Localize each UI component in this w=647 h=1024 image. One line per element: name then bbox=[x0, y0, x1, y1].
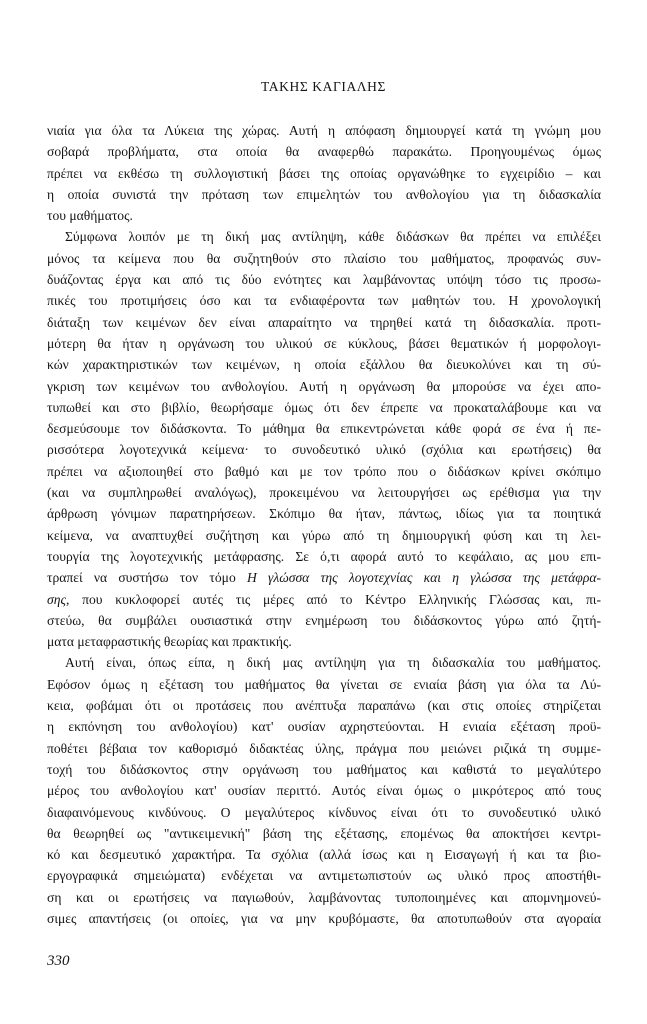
page-number: 330 bbox=[47, 953, 70, 969]
text-line bbox=[47, 567, 601, 588]
text-line: Εφόσον όμως η εξέταση του μαθήματος θα γίνεται σε ενιαία βάση για όλα τα Λύ- bbox=[47, 676, 601, 692]
text-line: κό και δεσμευτικό χαρακτήρα. Τα σχόλια (αλλά ίσως και η Εισαγωγή ή και τα βιο- bbox=[47, 847, 601, 863]
text-line: σιμες απαντήσεις (οι οποίες, για να μην κρυβόμαστε, θα αποτυπωθούν στα αγοραία bbox=[47, 910, 601, 926]
text-line: θα θεωρηθεί ως "αντικειμενική" βάση της εξέτασης, επομένως θα αποκτήσει κεντρι- bbox=[47, 825, 601, 841]
italic-title: σης bbox=[47, 591, 66, 607]
text-line: διαφαινόμενους κινδύνους. Ο μεγαλύτερος κίνδυνος είναι ότι το συνοδευτικό υλικό bbox=[47, 804, 601, 820]
text-line: τυπωθεί και στο βιβλίο, θεωρήσαμε όμως ότι δεν έπρεπε να προκαταλάβουμε και να bbox=[47, 399, 601, 415]
running-header: ΤΑΚΗΣ ΚΑΓΙΑΛΗΣ bbox=[261, 79, 386, 94]
text-line bbox=[47, 589, 601, 610]
italic-title: Η γλώσσα της λογοτεχνίας και η γλώσσα της μετάφρα- bbox=[247, 570, 602, 586]
text-line: τοχή του διδάσκοντος στην οργάνωση του μαθήματος και καθιστά το μεγαλύτερο bbox=[47, 761, 601, 777]
text-line: άρθρωση γόνιμων παρατηρήσεων. Σκόπιμο θα ήταν, πάντως, ιδίως για τα ποιητικά bbox=[47, 506, 601, 522]
text-line: κεια, φοβάμαι ότι οι προτάσεις που ανέπτυξα παραπάνω (και στις οποίες στηρίζεται bbox=[47, 698, 601, 714]
paragraph bbox=[47, 652, 601, 929]
text-line: πικές του προτιμήσεις όσο και τα ενδιαφέροντα των μαθητών του. Η χρονολογική bbox=[47, 293, 601, 309]
text-line: ση και οι ερωτήσεις να παγιωθούν, λαμβάνοντας τυποποιημένες και απομνημονεύ- bbox=[47, 889, 601, 905]
text-line: πρέπει να εκθέσω τη συλλογιστική βάσει της οποίας οργανώθηκε το εγχειρίδιο – και bbox=[47, 165, 601, 181]
text-line: ποθέτει βέβαια τον καθορισμό διδακτέας ύλης, πράγμα που μειώνει ριζικά τη συμμε- bbox=[47, 740, 601, 756]
text-segment: , που κυκλοφορεί αυτές τις μέρες από το Κέντρο Ελληνικής Γλώσσας και, πι- bbox=[65, 591, 601, 607]
text-line: εργογραφικά σημειώματα) ενδέχεται να αντιμετωπιστούν ως υλικό προς αποστήθι- bbox=[47, 868, 601, 884]
text-line: δεσμεύσουμε τον διδάσκοντα. Το μάθημα θα επικεντρώνεται κάθε φορά σε ένα ή πε- bbox=[47, 421, 601, 437]
text-line: η οποία συνιστά την πρόταση των επιμελητών του ανθολογίου για τη διδασκαλία bbox=[47, 186, 601, 202]
text-line: σοβαρά προβλήματα, στα οποία θα αναφερθώ παρακάτω. Προηγουμένως όμως bbox=[47, 144, 601, 160]
text-line: ματα μεταφραστικής θεωρίας και πρακτικής. bbox=[47, 634, 292, 650]
text-line: κών χαρακτηριστικών των κειμένων, η οποία εξάλλου θα διευκολύνει και τη σύ- bbox=[47, 357, 601, 373]
text-line: γκριση των κειμένων του ανθολογίου. Αυτή η οργάνωση θα μπορούσε να έχει απο- bbox=[47, 378, 601, 394]
text-line: νιαία για όλα τα Λύκεια της χώρας. Αυτή η απόφαση δημιουργεί κατά τη γνώμη μου bbox=[47, 123, 601, 138]
text-line: η εκπόνηση του ανθολογίου) κατ' ουσίαν αχρηστεύονται. Η ενιαία εξέταση προϋ- bbox=[47, 719, 601, 735]
text-line: ρισσότερα λογοτεχνικά κείμενα· το συνοδευτικό υλικό (σχόλια και ερωτήσεις) θα bbox=[47, 442, 601, 458]
text-line: Σύμφωνα λοιπόν με τη δική μας αντίληψη, κάθε διδάσκων θα πρέπει να επιλέξει bbox=[65, 229, 601, 245]
body-text bbox=[47, 120, 601, 929]
text-segment: τραπεί να συστήσω τον τόμο bbox=[47, 570, 247, 586]
text-line: του μαθήματος. bbox=[47, 208, 133, 224]
paragraph bbox=[47, 226, 601, 652]
text-line: μόνος τα κείμενα που θα συζητηθούν στο πλαίσιο του μαθήματος, προφανώς συν- bbox=[47, 250, 601, 266]
text-line: διάταξη των κειμένων δεν είναι απαραίτητο να τηρηθεί κατά τη διδασκαλία. προτι- bbox=[47, 314, 601, 330]
text-line: κείμενα, να αναπτυχθεί συζήτηση και γύρω από τη δημιουργική φύση και τη λει- bbox=[47, 527, 601, 543]
text-line: Αυτή είναι, όπως είπα, η δική μας αντίληψη για τη διδασκαλία του μαθήματος. bbox=[65, 655, 601, 671]
paragraph bbox=[47, 120, 601, 226]
text-line: (και να συμπληρωθεί αναλόγως), προκειμένου να λειτουργήσει ως ερέθισμα για την bbox=[47, 485, 601, 501]
text-line: πρέπει να αξιοποιηθεί στο βαθμό και με τον τρόπο που ο διδάσκων κρίνει σκόπιμο bbox=[47, 463, 601, 479]
text-line: στεύω, θα συμβάλει ουσιαστικά στην ενημέρωση του διδάσκοντος γύρω από ζητή- bbox=[47, 612, 601, 628]
text-line: δυάζοντας έργα και από τις δύο ενότητες και λαμβάνοντας υπόψη τόσο τις προσω- bbox=[47, 272, 601, 288]
text-line: μέρος του ανθολογίου κατ' ουσίαν περιττό. Αυτός είναι όμως ο μικρότερος από τους bbox=[47, 783, 601, 799]
text-line: τουργία της λογοτεχνικής μετάφρασης. Σε ό,τι αφορά αυτό το κεφάλαιο, ας μου επι- bbox=[47, 548, 601, 564]
text-line: μότερη θα ήταν η οργάνωση του υλικού σε κύκλους, βάσει θεματικών ή μορφολογι- bbox=[47, 335, 601, 351]
